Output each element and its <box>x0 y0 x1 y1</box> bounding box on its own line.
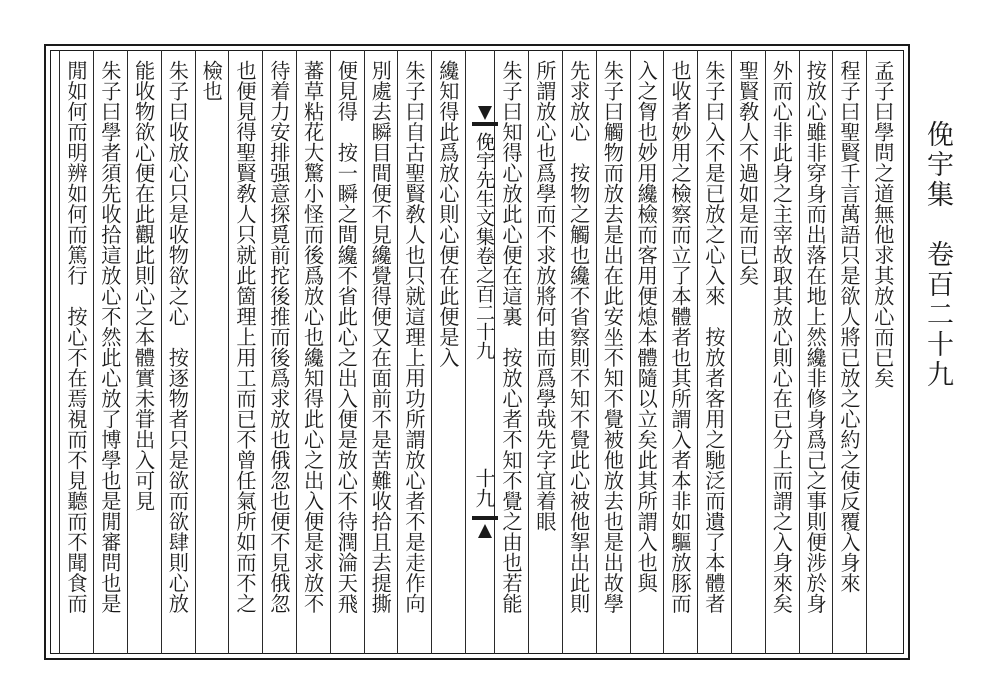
book-header <box>924 120 951 390</box>
fold-fish-tail-bottom <box>478 524 492 538</box>
left-column-10: 能收物欲心便在此觀此則心之本體實未甞出入可見 <box>131 60 156 511</box>
column-rule <box>262 50 263 654</box>
column-rule <box>127 50 128 654</box>
left-column-1: 纔知得此爲放心則心便在此便是入 <box>435 60 460 368</box>
fold-title: 俛宇先生文集卷之百二十九 <box>473 132 495 360</box>
column-rule <box>528 50 529 654</box>
right-column-11: 所謂放心也爲學而不求放將何由而爲學哉先字宜着眼 <box>532 60 557 532</box>
right-column-10: 先求放心 按物之觸也纔不省察則不知不覺此心被他挐出此則 <box>566 60 591 614</box>
column-rule <box>296 50 297 654</box>
column-rule <box>562 50 563 654</box>
volume-number: 卷百二十九 <box>922 240 953 390</box>
column-rule <box>397 50 398 654</box>
right-column-6: 朱子曰入不是已放之心入來 按放者客用之馳泛而遺了本體者 <box>701 60 726 614</box>
column-rule <box>663 50 664 654</box>
column-rule <box>832 50 833 654</box>
column-rule <box>866 50 867 654</box>
left-column-2: 朱子曰自古聖賢敎人也只就這理上用功所謂放心者不是走作向 <box>402 60 426 614</box>
right-column-1: 孟子曰學問之道無他求其放心而已矣 <box>870 60 895 388</box>
right-column-4: 外而心非此身之主宰故取其放心則心在已分上而謂之入身來矣 <box>769 60 794 614</box>
book-title: 俛宇集 <box>922 120 953 210</box>
right-column-12: 朱子曰知得心放此心便在這裏 按放心者不知不覺之由也若能 <box>499 60 523 614</box>
left-column-8: 檢也 <box>199 60 224 101</box>
column-rule <box>596 50 597 654</box>
column-rule <box>59 50 60 654</box>
left-column-4: 便見得 按一瞬之間纔不省此心之出入便是放心不待潤淪天飛 <box>334 60 359 614</box>
column-rule <box>697 50 698 654</box>
fold-page-number: 十九 <box>472 468 496 508</box>
fold-bar-top <box>472 122 498 126</box>
fold-bar-bottom <box>472 516 498 520</box>
left-column-11: 朱子曰學者須先收拾這放心不然此心放了博學也是閒審問也是 <box>97 60 122 614</box>
column-rule <box>799 50 800 654</box>
column-rule <box>431 50 432 654</box>
left-column-7: 也便見得聖賢敎人只就此箇理上用工而已不曾任氣所如而不之 <box>233 60 257 614</box>
column-rule <box>630 50 631 654</box>
right-column-7: 也收者妙用之檢察而立了本體者也其所謂入者本非如驅放豚而 <box>668 60 692 614</box>
right-column-8: 入之胷也妙用纔檢而客用便熄本體隨以立矣此其所謂入也與 <box>634 60 659 593</box>
column-rule <box>161 50 162 654</box>
left-column-5: 蕃草粘花大驚小怪而後爲放心也纔知得此心之出入便是求放不 <box>300 60 325 614</box>
column-rule <box>465 50 466 654</box>
right-column-2: 程子曰聖賢千言萬語只是欲人將已放之心約之使反覆入身來 <box>837 60 861 593</box>
column-rule <box>195 50 196 654</box>
column-rule <box>330 50 331 654</box>
header-gap <box>922 210 953 240</box>
column-rule <box>765 50 766 654</box>
column-rule <box>228 50 229 654</box>
column-rule <box>731 50 732 654</box>
left-column-9: 朱子曰收放心只是收物欲之心 按逐物者只是欲而欲肆則心放 <box>165 60 190 614</box>
right-column-5: 聖賢敎人不過如是而已矣 <box>735 60 760 286</box>
right-column-9: 朱子曰觸物而放去是出在此安坐不知不覺被他放去也是出故學 <box>600 60 625 614</box>
fold-fish-tail-top <box>478 106 492 120</box>
left-column-3: 別處去瞬目間便不見纔覺得便又在面前不是苦難收拾且去提撕 <box>368 60 393 614</box>
left-column-6: 待着力安排强意探覓前拕後推而後爲求放也俄忽也便不見俄忽 <box>266 60 291 614</box>
column-rule <box>93 50 94 654</box>
left-column-12: 閒如何而明辨如何而篤行 按心不在焉視而不見聽而不聞食而 <box>64 60 88 614</box>
right-column-3: 按放心雖非穿身而出落在地上然纔非修身爲己之事則便涉於身 <box>803 60 828 614</box>
column-rule <box>364 50 365 654</box>
